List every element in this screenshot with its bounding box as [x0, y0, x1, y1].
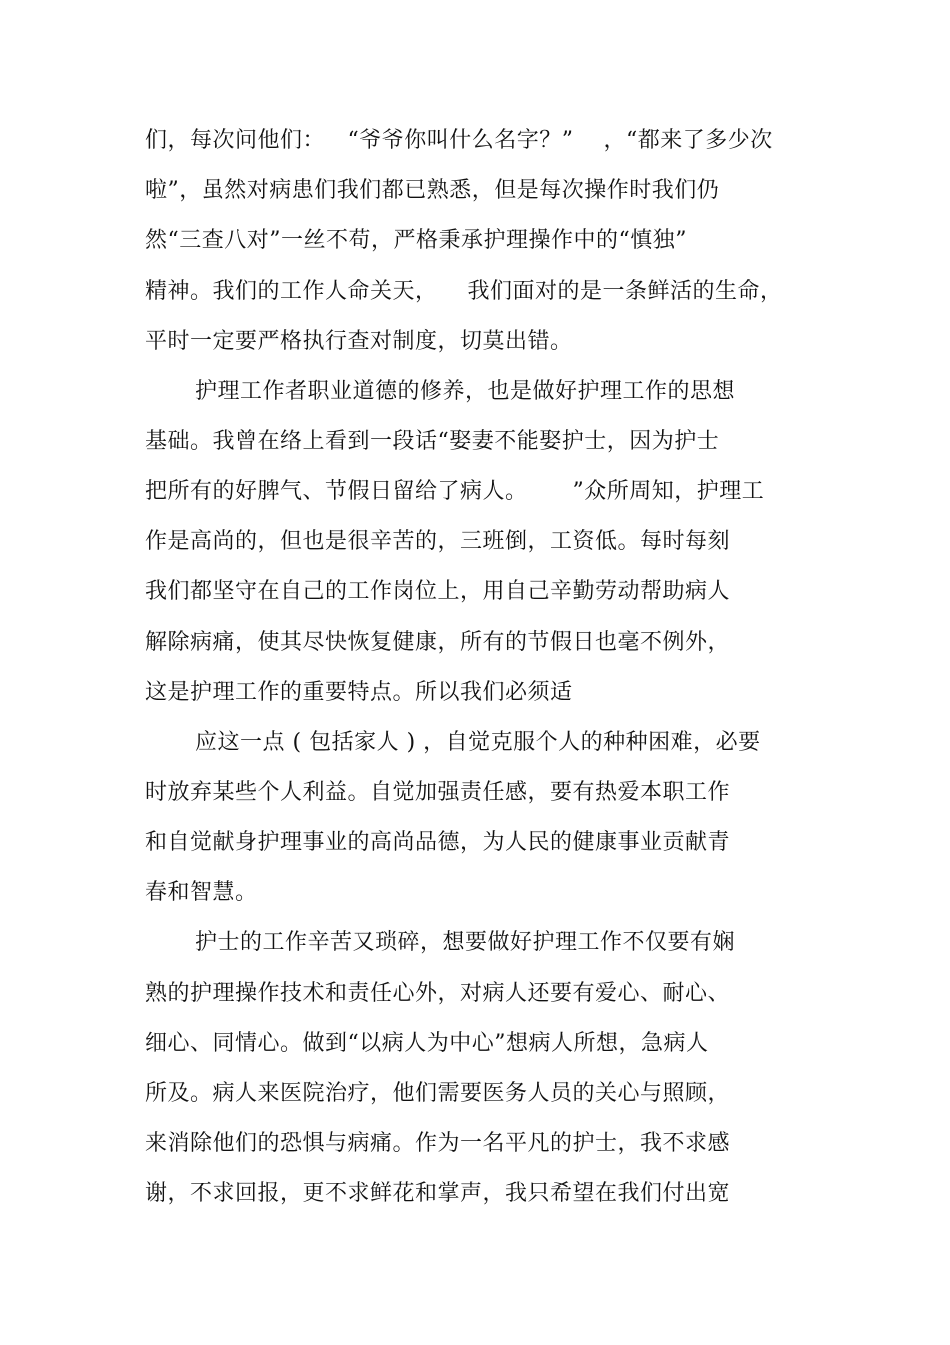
paragraph-first-line: 护士的工作辛苦又琐碎，想要做好护理工作不仅要有娴 [195, 930, 736, 955]
text-line: 这是护理工作的重要特点。所以我们必须适 [145, 680, 573, 705]
text-line: 作是高尚的，但也是很辛苦的，三班倒，工资低。每时每刻 [145, 529, 731, 554]
text-line: 解除病痛，使其尽快恢复健康，所有的节假日也毫不例外， [145, 630, 731, 655]
paragraph-first-line: 应这一点 ( 包括家人 ) ，自觉克服个人的种种困难，必要 [195, 730, 761, 755]
text-line: 细心、同情心。做到“以病人为中心”想病人所想，急病人 [145, 1031, 709, 1056]
text-line: 啦”，虽然对病患们我们都已熟悉，但是每次操作时我们仍 [145, 178, 720, 203]
paragraph-first-line: 护理工作者职业道德的修养，也是做好护理工作的思想 [195, 379, 736, 404]
text-line: 然“三查八对”一丝不苟，严格秉承护理操作中的“慎独” [145, 228, 687, 253]
text-line: 平时一定要严格执行查对制度，切莫出错。 [145, 329, 573, 354]
text-line: 把所有的好脾气、节假日留给了病人。 ”众所周知，护理工 [145, 479, 765, 504]
text-line: 春和智慧。 [145, 880, 258, 905]
text-line: 来消除他们的恐惧与病痛。作为一名平凡的护士，我不求感 [145, 1131, 731, 1156]
text-line: 所及。病人来医院治疗，他们需要医务人员的关心与照顾， [145, 1081, 731, 1106]
text-line: 基础。我曾在络上看到一段话“娶妻不能娶护士，因为护士 [145, 429, 720, 454]
text-line: 我们都坚守在自己的工作岗位上，用自己辛勤劳动帮助病人 [145, 579, 731, 604]
text-line: 们，每次问他们： “爷爷你叫什么名字？” ，“都来了多少次 [145, 128, 773, 153]
text-line: 时放弃某些个人利益。自觉加强责任感，要有热爱本职工作 [145, 780, 731, 805]
text-line: 精神。我们的工作人命关天， 我们面对的是一条鲜活的生命， [145, 279, 783, 304]
text-line: 谢，不求回报，更不求鲜花和掌声，我只希望在我们付出宽 [145, 1181, 731, 1206]
text-line: 和自觉献身护理事业的高尚品德，为人民的健康事业贡献青 [145, 830, 731, 855]
text-line: 熟的护理操作技术和责任心外，对病人还要有爱心、耐心、 [145, 981, 731, 1006]
